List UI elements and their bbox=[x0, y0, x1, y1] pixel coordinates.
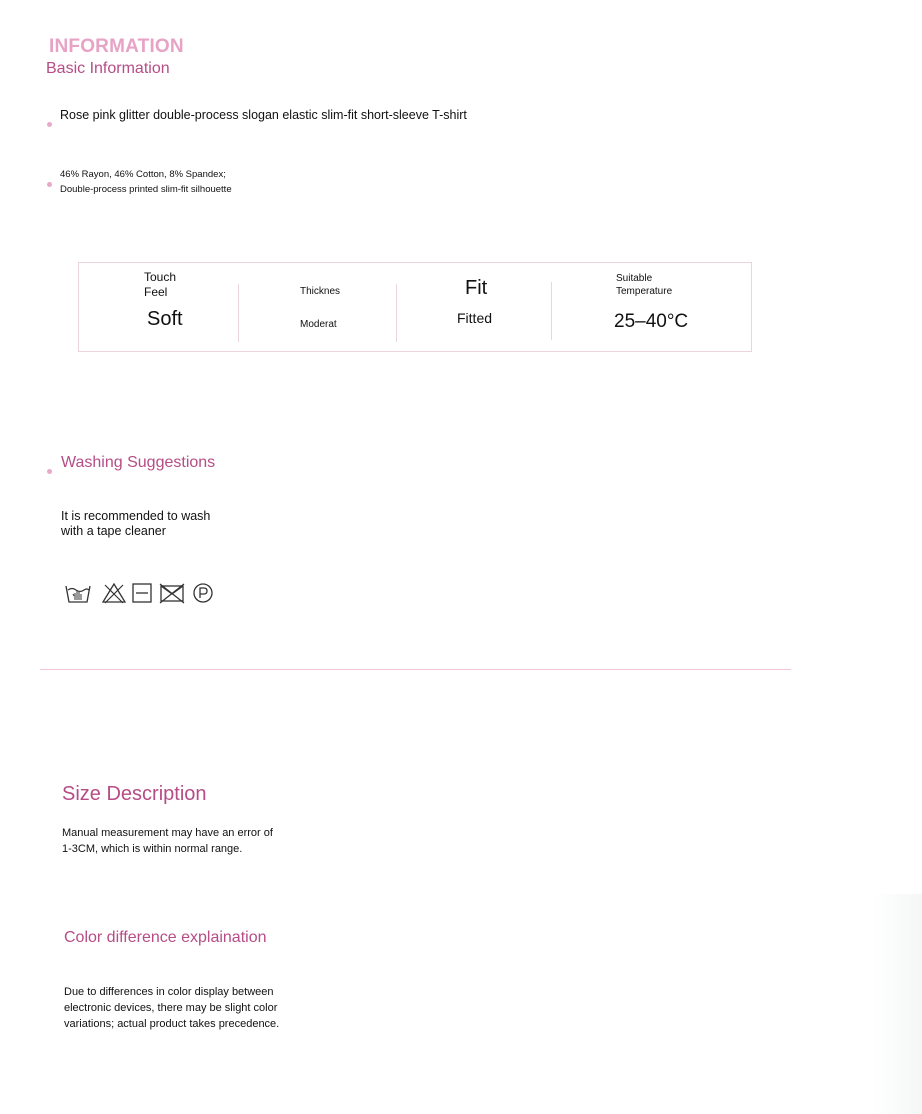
touch-feel-value: Soft bbox=[147, 308, 183, 330]
column-divider bbox=[551, 282, 552, 340]
bullet-dot-icon bbox=[47, 469, 52, 474]
professional-clean-p-icon bbox=[189, 582, 217, 604]
fit-value: Fitted bbox=[457, 310, 493, 326]
size-description-heading: Size Description bbox=[62, 783, 207, 805]
bullet-dot-icon bbox=[47, 182, 52, 187]
temperature-label-line: Temperature bbox=[616, 286, 673, 297]
color-text-line: electronic devices, there may be slight color bbox=[64, 1002, 278, 1014]
color-text-line: variations; actual product takes precedence. bbox=[64, 1018, 280, 1030]
no-tumble-dry-icon bbox=[158, 582, 186, 604]
temperature-value: 25–40°C bbox=[614, 311, 689, 332]
temperature-label bbox=[616, 272, 672, 298]
column-divider bbox=[396, 284, 397, 342]
hand-wash-icon bbox=[64, 582, 92, 604]
no-bleach-icon bbox=[100, 582, 128, 604]
edge-shadow bbox=[872, 894, 922, 1114]
fit-label: Fit bbox=[465, 277, 488, 299]
materials-line: Double-process printed slim-fit silhouette bbox=[60, 184, 232, 195]
thickness-label: Thicknes bbox=[300, 286, 341, 297]
color-difference-heading: Color difference explaination bbox=[64, 929, 267, 946]
column-divider bbox=[238, 284, 239, 342]
materials-line: 46% Rayon, 46% Cotton, 8% Spandex; bbox=[60, 169, 226, 180]
touch-feel-label-line: Feel bbox=[144, 285, 168, 299]
color-text-line: Due to differences in color display between bbox=[64, 986, 274, 998]
washing-suggestions-heading: Washing Suggestions bbox=[61, 454, 216, 471]
washing-text bbox=[61, 509, 261, 539]
washing-text-line: with a tape cleaner bbox=[61, 524, 166, 538]
temperature-label-line: Suitable bbox=[616, 273, 653, 284]
touch-feel-label-line: Touch bbox=[144, 270, 177, 284]
touch-feel-label bbox=[144, 270, 176, 300]
materials-text bbox=[60, 167, 232, 197]
dry-flat-icon bbox=[128, 582, 156, 604]
washing-text-line: It is recommended to wash bbox=[61, 509, 211, 523]
product-name: Rose pink glitter double-process slogan elastic slim-fit short-sleeve T-shirt bbox=[60, 108, 467, 122]
information-heading: INFORMATION bbox=[49, 36, 184, 57]
bullet-dot-icon bbox=[47, 122, 52, 127]
size-description-text bbox=[62, 825, 312, 857]
thickness-value: Moderat bbox=[300, 319, 337, 330]
size-text-line: 1-3CM, which is within normal range. bbox=[62, 843, 243, 855]
color-difference-text bbox=[64, 984, 314, 1032]
section-divider bbox=[40, 669, 791, 670]
size-text-line: Manual measurement may have an error of bbox=[62, 827, 273, 839]
basic-information-heading: Basic Information bbox=[46, 60, 170, 77]
